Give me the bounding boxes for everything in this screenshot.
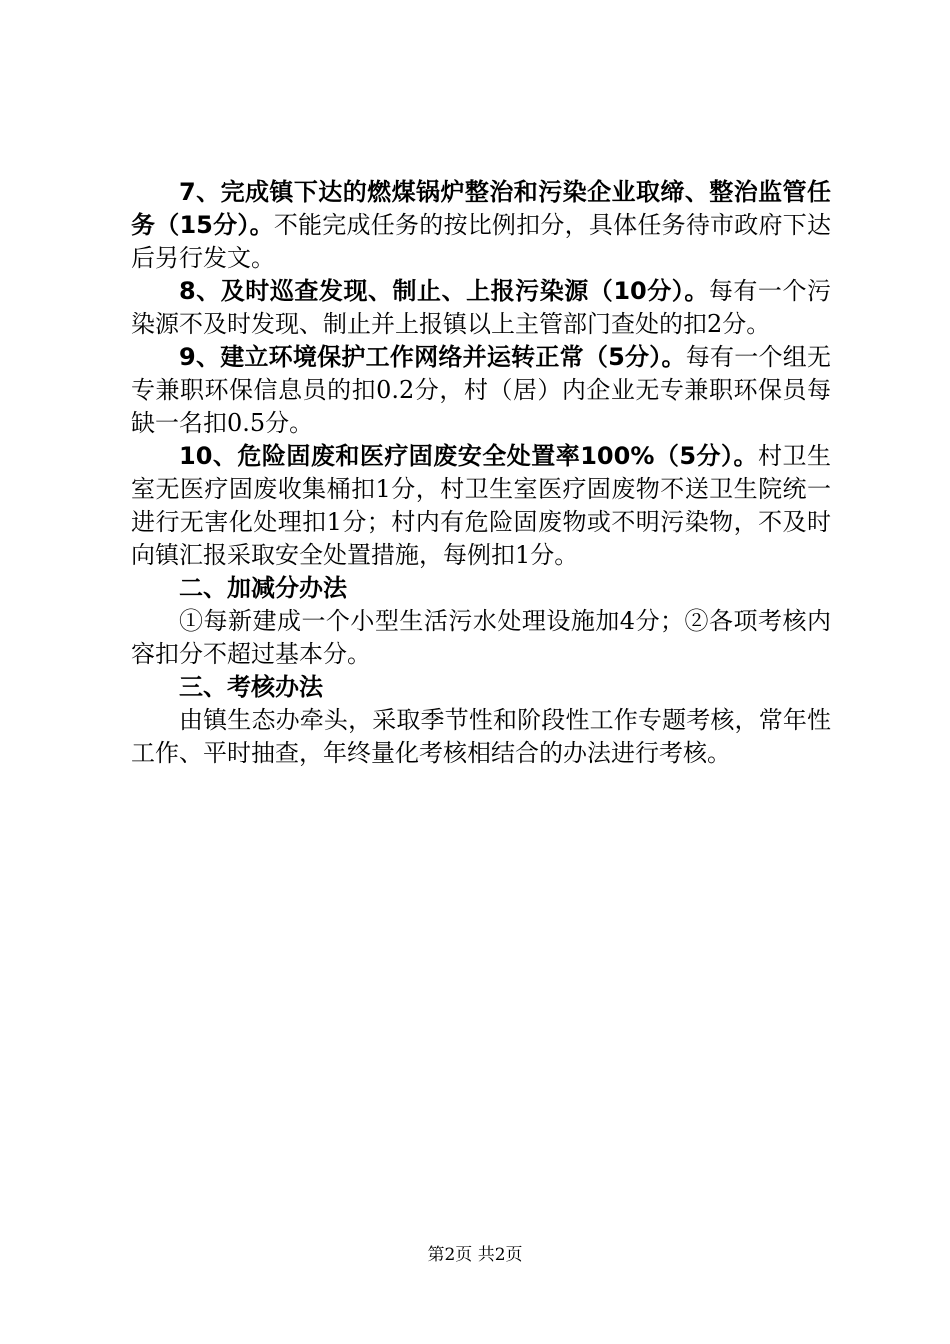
paragraph-body: 不能完成任务的按比例扣分，具体任务待市政府下达后另行发文。 (131, 211, 831, 272)
paragraph-lead: 7、完成镇下达的燃煤锅炉整治和污染企业取缔、整治监管任务（15分）。 (131, 178, 831, 239)
section-heading-scoring: 二、加减分办法 (179, 574, 347, 602)
document-body (131, 176, 831, 770)
paragraph-item-8 (131, 275, 831, 341)
paragraph-lead: 10、危险固废和医疗固废安全处置率100%（5分）。 (179, 442, 759, 470)
paragraph-item-10 (131, 440, 831, 572)
paragraph-body: 每有一个组无专兼职环保信息员的扣0.2分，村（居）内企业无专兼职环保员每缺一名扣0.5分。 (131, 343, 832, 437)
paragraph-item-9 (131, 341, 831, 440)
paragraph-body: 每有一个污染源不及时发现、制止并上报镇以上主管部门查处的扣2分。 (131, 277, 831, 338)
paragraph-lead: 9、建立环境保护工作网络并运转正常（5分）。 (179, 343, 686, 371)
section-body-scoring: ①每新建成一个小型生活污水处理设施加4分；②各项考核内容扣分不超过基本分。 (131, 607, 831, 668)
section-body-assessment: 由镇生态办牵头，采取季节性和阶段性工作专题考核，常年性工作、平时抽查，年终量化考核相结合的办法进行考核。 (131, 706, 831, 767)
paragraph-body: 村卫生室无医疗固废收集桶扣1分，村卫生室医疗固废物不送卫生院统一进行无害化处理扣1分；村内有危险固废物或不明污染物，不及时向镇汇报采取安全处置措施，每例扣1分。 (131, 442, 831, 569)
paragraph-item-7 (131, 176, 831, 275)
paragraph-lead: 8、及时巡查发现、制止、上报污染源（10分）。 (179, 277, 709, 305)
section-heading-assessment: 三、考核办法 (179, 673, 323, 701)
page-number-footer: 第2页 共2页 (427, 1245, 523, 1265)
